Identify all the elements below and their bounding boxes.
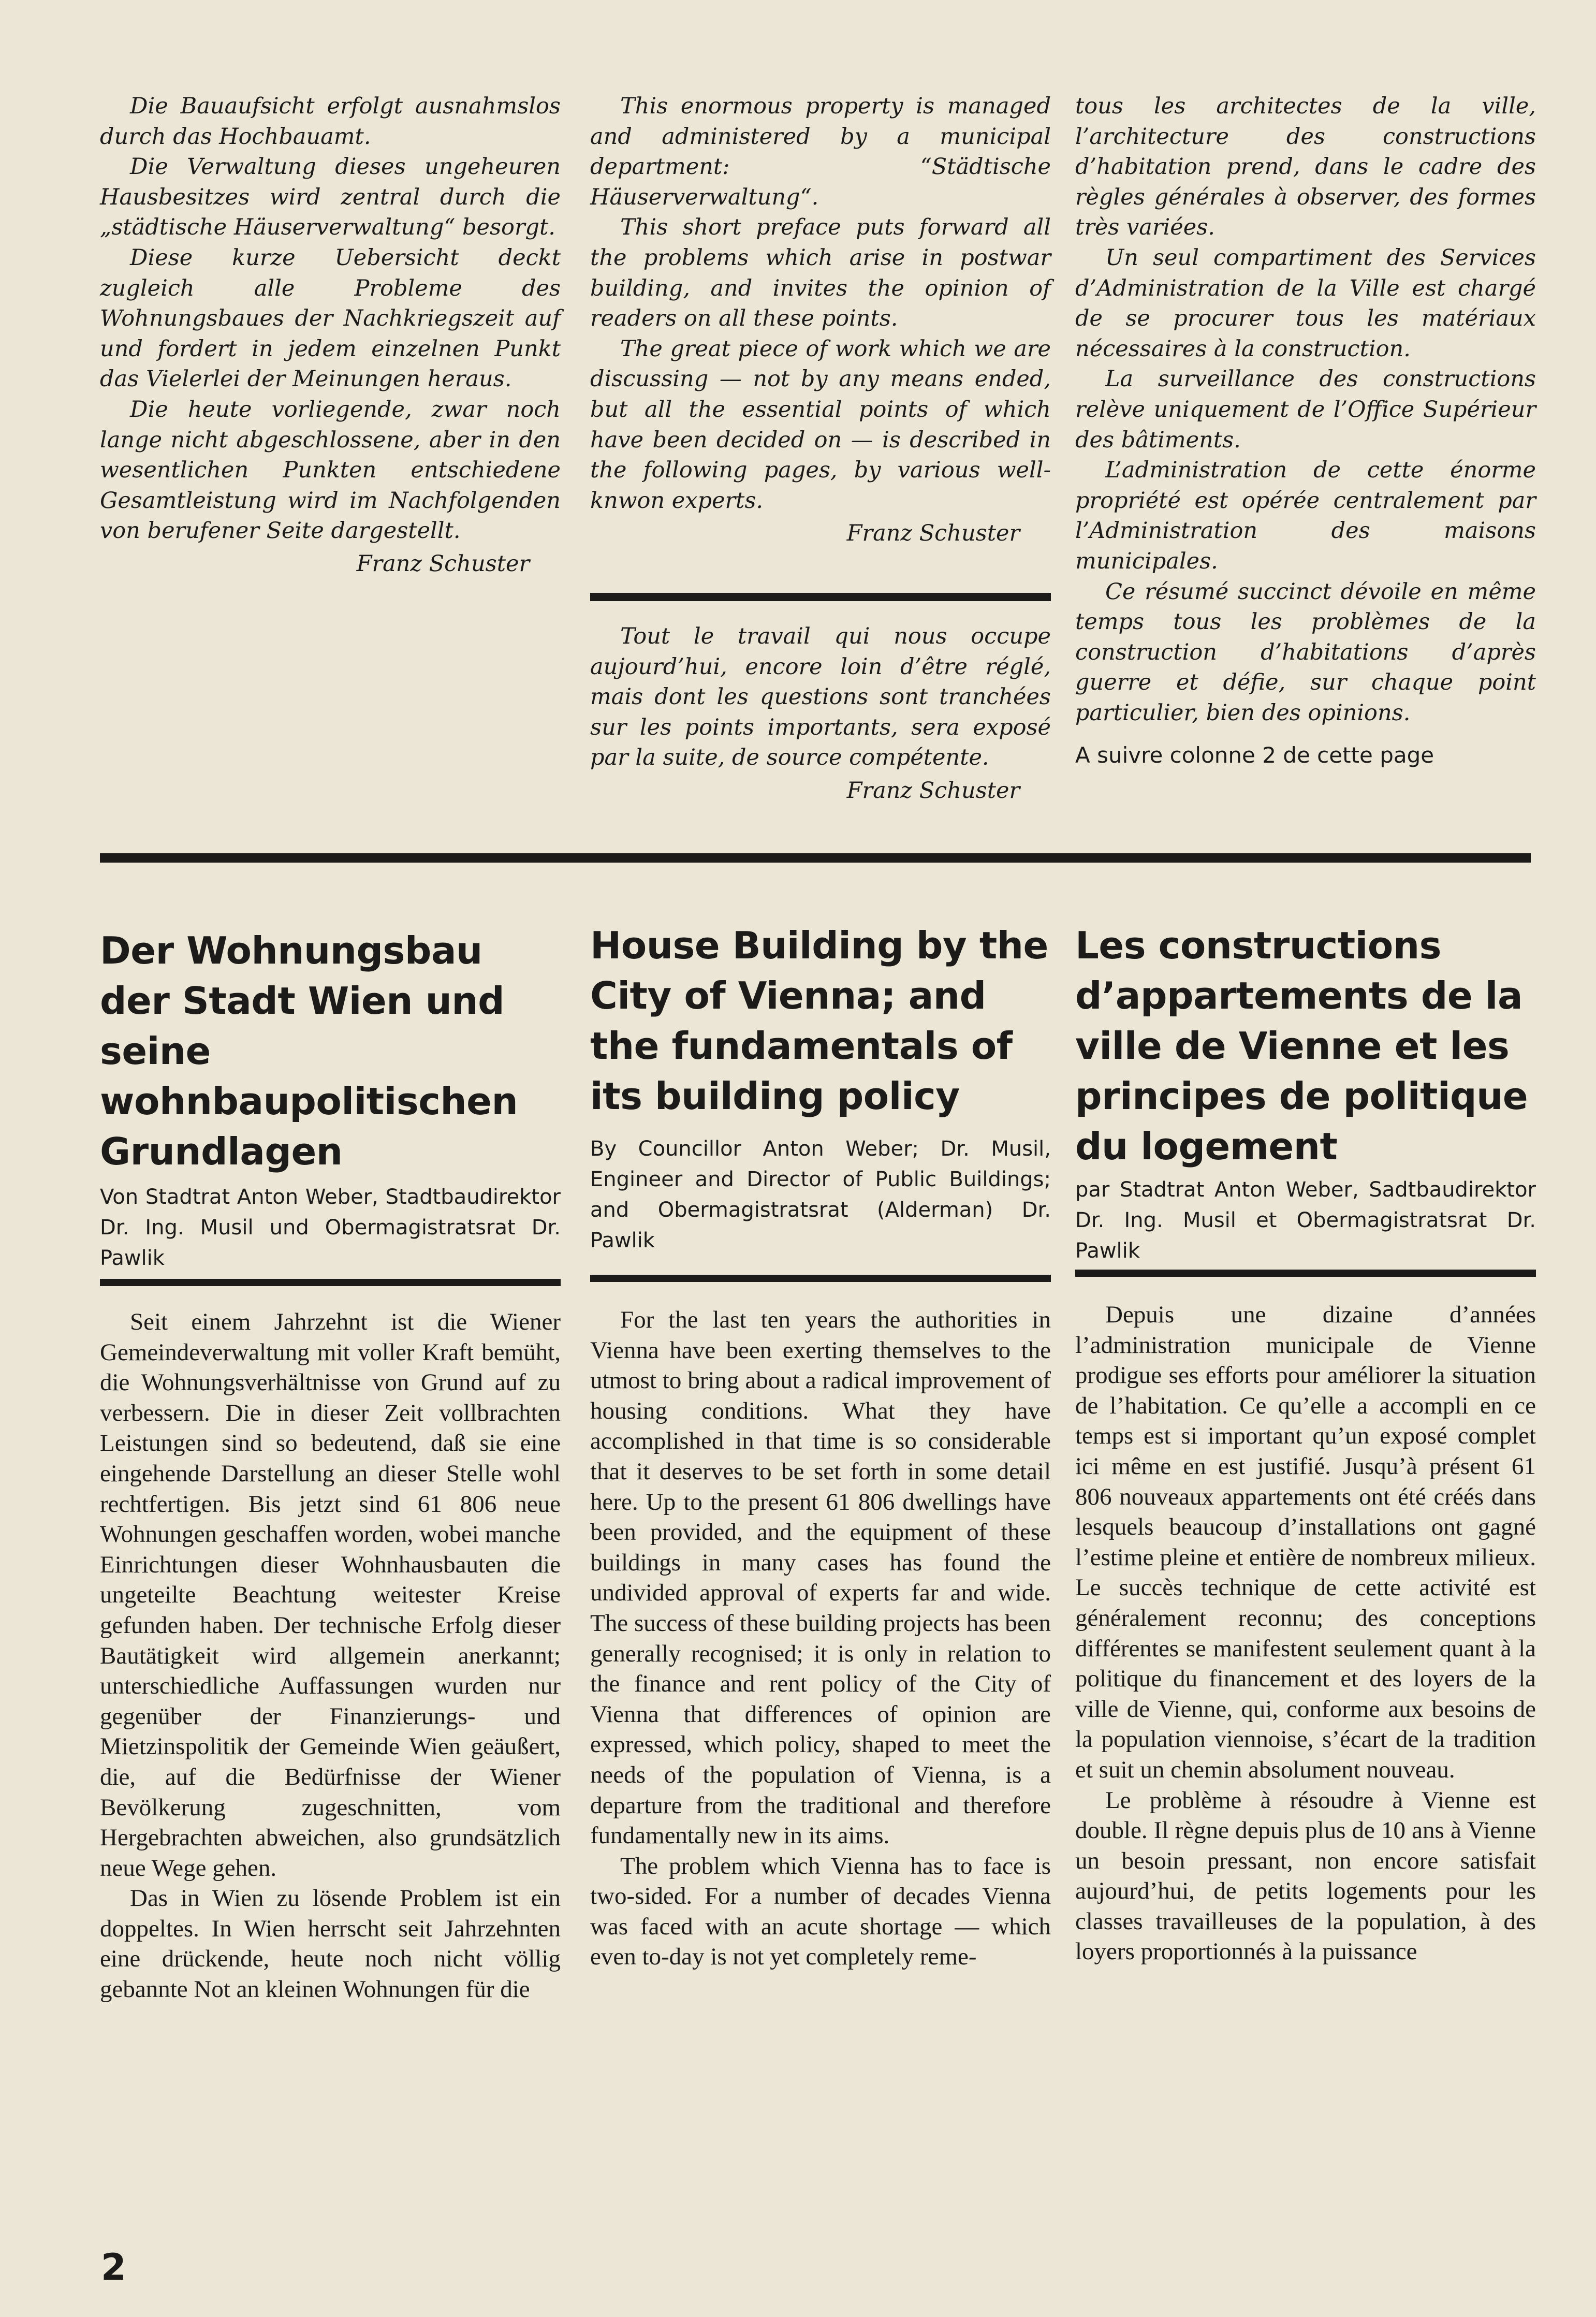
article-byline: By Councillor Anton Weber; Dr. Musil, Engineer and Director of Public Buildings; and Obermagistratsrat (Alderman) Dr. Pawlik (590, 1137, 1051, 1252)
intro-paragraph: Tout le travail qui nous occupe aujourd’hui, encore loin d’être réglé, mais dont les questions sont tranchées sur les points importants, sera exposé par la suite, de source compétente. (590, 623, 1051, 771)
intro-paragraph: La surveillance des constructions relève uniquement de l’Office Supérieur des bâtiments. (1075, 366, 1536, 453)
intro-english (590, 91, 1051, 548)
article-byline: Von Stadtrat Anton Weber, Stadtbaudirektor Dr. Ing. Musil und Obermagistratsrat Dr. Pawlik (100, 1185, 561, 1270)
body-paragraph: Le problème à résoudre à Vienne est double. Il règne depuis plus de 10 ans à Vienne un besoin pressant, non encore satisfait aujourd’hui, de petits logements pour les classes travailleuses de la population, à des loyers proportionnés à la puissance (1075, 1786, 1536, 1965)
intro-paragraph: Un seul compartiment des Services d’Administration de la Ville est chargé de se procurer tous les matériaux nécessaires à la construction. (1075, 244, 1536, 362)
article-title: House Building by the City of Vienna; and the fundamentals of its building policy (590, 924, 1048, 1118)
section-divider (100, 853, 1531, 863)
intro-french-note (590, 621, 1051, 805)
continuation-note: A suivre colonne 2 de cette page (1075, 742, 1434, 768)
divider-rule (590, 593, 1051, 601)
intro-paragraph: Die heute vorliegende, zwar noch lange nicht abgeschlossene, aber in den wesentlichen Punkten entschiedene Gesamtleistung wird im Nachfolgenden von berufener Seite dargestellt. (100, 396, 561, 544)
divider-rule (590, 1275, 1051, 1282)
divider-rule (100, 1279, 561, 1286)
intro-paragraph: L’administration de cette énorme propriété est opérée centralement par l’Administration des maisons municipales. (1075, 457, 1536, 574)
page-number: 2 (101, 2246, 126, 2289)
intro-paragraph: This short preface puts forward all the problems which arise in postwar building, and invites the opinion of readers on all these points. (590, 214, 1051, 332)
signature: Franz Schuster (846, 777, 1020, 804)
article-header-english (590, 921, 1051, 1256)
article-byline: par Stadtrat Anton Weber, Sadtbaudirektor Dr. Ing. Musil et Obermagistratsrat Dr. Pawlik (1075, 1178, 1536, 1263)
article-header-german (100, 926, 561, 1274)
article-body-french (1075, 1300, 1536, 1967)
body-paragraph: Seit einem Jahrzehnt ist die Wiener Gemeindeverwaltung mit voller Kraft bemüht, die Wohnungsverhältnisse von Grund auf zu verbessern. Die in dieser Zeit vollbrachten Leistungen sind so bedeutend, daß sie eine eingehende Darstellung an dieser Stelle wohl rechtfertigen. Bis jetzt sind 61 806 neue Wohnungen geschaffen worden, wobei manche Einrichtungen dieser Wohnhausbauten die ungeteilte Beachtung weitester Kreise gefunden haben. Der technische Erfolg dieser Bautätigkeit wird allgemein anerkannt; unterschiedliche Auffassungen wurden nur gegenüber der Finanzierungs- und Mietzinspolitik der Gemeinde Wien geäußert, die, auf die Bedürfnisse der Wiener Bevölkerung zugeschnitten, vom Hergebrachten abweichen, also grundsätzlich neue Wege gehen. (100, 1308, 561, 1882)
intro-paragraph: Ce résumé succinct dévoile en même temps tous les problèmes de la construction d’habitations d’après guerre et défie, sur chaque point particulier, bien des opinions. (1075, 578, 1536, 726)
article-title: Der Wohnungsbau der Stadt Wien und seine wohnbaupolitischen Grundlagen (100, 929, 518, 1173)
body-paragraph: The problem which Vienna has to face is two-sided. For a number of decades Vienna was faced with an acute shortage — which even to-day is not yet completely reme- (590, 1852, 1051, 1971)
intro-paragraph: tous les architectes de la ville, l’architecture des constructions d’habitation prend, dans le cadre des règles générales à observer, des formes très variées. (1075, 93, 1536, 241)
signature: Franz Schuster (356, 550, 530, 577)
intro-paragraph: Diese kurze Uebersicht deckt zugleich alle Probleme des Wohnungsbaues der Nachkriegszeit auf und fordert in jedem einzelnen Punkt das Vielerlei der Meinungen heraus. (100, 244, 561, 392)
body-paragraph: For the last ten years the authorities in Vienna have been exerting themselves to the utmost to bring about a radical improvement of housing conditions. What they have accomplished in that time is so considerable that it deserves to be set forth in some detail here. Up to the present 61 806 dwellings have been provided, and the equipment of these buildings in many cases has found the undivided approval of experts far and wide. The success of these building projects has been generally recognised; it is only in relation to the finance and rent policy of the City of Vienna that differences of opinion are expressed, which policy, shaped to meet the needs of the population of Vienna, is a departure from the traditional and therefore fundamentally new in its aims. (590, 1306, 1051, 1849)
article-body-english (590, 1305, 1051, 1972)
intro-paragraph: This enormous property is managed and administered by a municipal department: “Städtische Häuserverwaltung“. (590, 93, 1051, 210)
intro-paragraph: The great piece of work which we are discussing — not by any means ended, but all the essential points of which have been decided on — is described in the following pages, by various well-knwon experts. (590, 336, 1051, 514)
article-header-french (1075, 921, 1536, 1266)
intro-german (100, 91, 561, 578)
article-body-german (100, 1307, 561, 2005)
intro-paragraph: Die Verwaltung dieses ungeheuren Hausbesitzes wird zentral durch die „städtische Häuserverwaltung“ besorgt. (100, 154, 561, 241)
body-paragraph: Das in Wien zu lösende Problem ist ein doppeltes. In Wien herrscht seit Jahrzehnten eine drückende, heute noch nicht völlig gebannte Not an kleinen Wohnungen für die (100, 1885, 561, 2003)
intro-french (1075, 91, 1536, 768)
article-title: Les constructions d’appartements de la ville de Vienne et les principes de politique du logement (1075, 924, 1528, 1168)
body-paragraph: Depuis une dizaine d’années l’administration municipale de Vienne prodigue ses efforts pour améliorer la situation de l’habitation. Ce qu’elle a accompli en ce temps est si important qu’un exposé complet ici même en est justifié. Jusqu’à présent 61 806 nouveaux appartements ont été créés dans lesquels beaucoup d’installations ont gagné l’estime pleine et entière de nombreux milieux. Le succès technique de cette activité est généralement reconnu; des conceptions différentes se manifestent seulement quant à la politique du financement et des loyers de la ville de Vienne, qui, conforme aux besoins de la population viennoise, s’écart de la tradition et suit un chemin absolument nouveau. (1075, 1301, 1536, 1783)
signature: Franz Schuster (846, 520, 1020, 547)
intro-paragraph: Die Bauaufsicht erfolgt ausnahmslos durch das Hochbauamt. (100, 93, 561, 150)
divider-rule (1075, 1270, 1536, 1277)
